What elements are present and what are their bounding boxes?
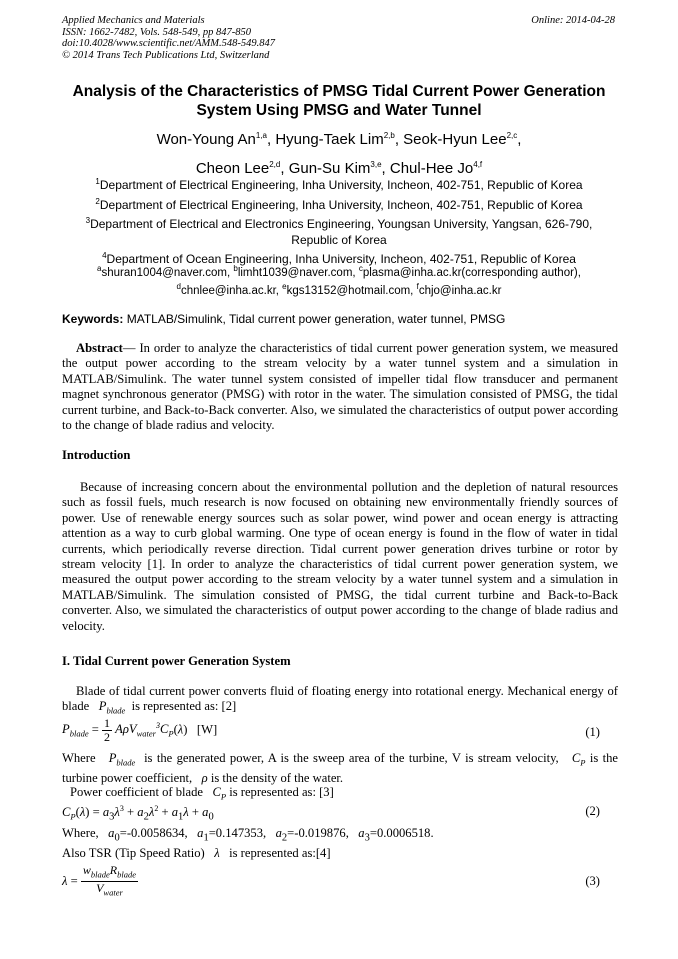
affiliation-1: $^1$Department of Electrical Engineering, Inha University, Incheon, 402-751, Republic of Korea <box>95 177 583 192</box>
equation-1-number: (1) <box>585 725 600 739</box>
where-1: Where $P_{blade}$ is the generated power, A is the sweep area of the turbine, V is stream velocity, $C_P$ is the turbine power coefficient, ρ is the density of the water. <box>62 751 619 785</box>
equation-1-unit: [W] <box>196 722 218 737</box>
email-d: chnlee@inha.ac.kr, <box>180 285 279 298</box>
affiliation-3-cont: Republic of Korea <box>291 232 387 247</box>
keywords-text: MATLAB/Simulink, Tidal current power generation, water tunnel, PMSG <box>126 312 506 326</box>
author-list: Won-Young An$^{1,a}$, Hyung-Taek Lim$^{2,b}$, Seok-Hyun Lee$^{2,c}$, Cheon Lee$^{2,d}$, Gun-Su Kim$^{3,e}$, Chul-Hee Jo$^{4,f}$ <box>156 131 522 177</box>
coefficients: Where, $a_0=-0.0058634$, $a_1=0.147353$, $a_2=-0.019876$, $a_3=0.0006518$. <box>62 826 434 844</box>
paper-title <box>40 82 638 120</box>
intro-heading: Introduction <box>62 448 131 462</box>
affiliation-3: $^3$Department of Electrical and Electronics Engineering, Youngsan University, Yangsan, 626-790, <box>85 216 593 231</box>
equation-3-number: (3) <box>585 874 600 888</box>
title-line-1: Analysis of the Characteristics of PMSG Tidal Current Power Generation <box>72 83 606 100</box>
author-5: Gun-Su Kim <box>288 160 371 177</box>
equation-2: $C_P(\lambda) = a_3\lambda^3 + a_2\lambda^2 + a_1\lambda + a_0$ (2) <box>62 804 600 823</box>
doi: doi:10.4028/www.scientific.net/AMM.548-549.847 <box>62 38 275 49</box>
abstract-text: — In order to analyze the characteristics of tidal current power generation system, we measured the output power according to the stream velocity by a water tunnel system and a simulation in MATLAB/Simulink. The water tunnel system consisted of impeller tidal flow transducer and permanent magnet synchronous generator (PMSG) with rotor in the water. The simulation consisted of PMSG, the tidal current turbine, and Back-to-Back converter. Also, we simulated the characteristics of output power according to the change of blade radius and velocity. <box>62 341 618 433</box>
section-1-heading: I. Tidal Current power Generation System <box>62 654 291 668</box>
online-date: Online: 2014-04-28 <box>531 15 615 26</box>
author-4: Cheon Lee <box>195 160 270 177</box>
abstract <box>62 341 618 433</box>
journal-name: Applied Mechanics and Materials <box>62 15 205 26</box>
affiliation-4: $^4$Department of Ocean Engineering, Inha University, Incheon, 402-751, Republic of Korea <box>102 251 576 266</box>
equation-2-number: (2) <box>585 804 600 818</box>
journal-header <box>62 15 618 61</box>
keywords-label: Keywords: <box>62 312 124 326</box>
title-line-2: System Using PMSG and Water Tunnel <box>196 102 482 119</box>
affiliation-2: $^2$Department of Electrical Engineering, Inha University, Incheon, 402-751, Republic of Korea <box>95 196 583 212</box>
issn: ISSN: 1662-7482, Vols. 548-549, pp 847-850 <box>62 26 251 38</box>
power-coefficient-text: Power coefficient of blade $C_P$ is represented as: [3] <box>70 785 334 802</box>
tsr-text: Also TSR (Tip Speed Ratio) λ is represented as:[4] <box>62 846 331 860</box>
intro-text: Because of increasing concern about the environmental pollution and the depletion of natural resources such as fossil fuels, much research is now focused on obtaining new environmentally friendly sources of power. Use of renewable energy sources such as solar power, wind power and ocean energy is attracting attention as a way to curb global warming. One type of ocean energy is found in the flow of water in tidal currents, which periodically reverse direction. Tidal current power generation drives turbine or rotor by stream velocity [1]. In order to analyze the characteristics of tidal current power generation system, we measured the output power according to the stream velocity by a water tunnel system and a simulation in MATLAB/Simulink. The simulation consisted of PMSG, the tidal current turbine and Back-to-Back converter. Also, we simulated the characteristics of output power according to the change of blade radius and velocity. <box>62 480 618 633</box>
equation-1: $P_{blade}$ = $\frac{1}{2}$ $A\rho V_{water}^3C_P(\lambda)$ [W] (1) <box>62 716 600 744</box>
equation-3: λ = $\frac{w_{blade}R_{blade}}{V_{water}}$ (3) <box>62 863 600 898</box>
keywords <box>62 312 618 326</box>
email-e: kgs13152@hotmail.com, <box>286 285 414 298</box>
author-1: Won-Young An <box>156 131 256 148</box>
author-2: Hyung-Taek Lim <box>275 131 384 148</box>
emails: $^a$shuran1004@naver.com, $^b$limht1039@naver.com, $^c$plasma@inha.ac.kr(corresponding author), $^d$chnlee@inha.ac.kr, $^e$kgs13152@hotmail.com, $^f$chjo@inha.ac.kr <box>97 264 581 298</box>
abstract-label: Abstract <box>76 341 123 355</box>
email-f: chjo@inha.ac.kr <box>418 285 502 298</box>
author-6: Chul-Hee Jo <box>389 160 474 177</box>
affiliations <box>40 174 638 268</box>
author-3: Seok-Hyun Lee <box>403 131 507 148</box>
copyright: © 2014 Trans Tech Publications Ltd, Switzerland <box>62 49 270 61</box>
email-a: shuran1004@naver.com, <box>101 266 231 279</box>
section-1-paragraph: Blade of tidal current power converts fluid of floating energy into rotational energy. Mechanical energy of blade $P_{blade}$ is represented as: [2] <box>62 684 618 716</box>
email-c: plasma@inha.ac.kr(corresponding author), <box>362 266 581 279</box>
email-b: limht1039@naver.com, <box>237 266 356 279</box>
